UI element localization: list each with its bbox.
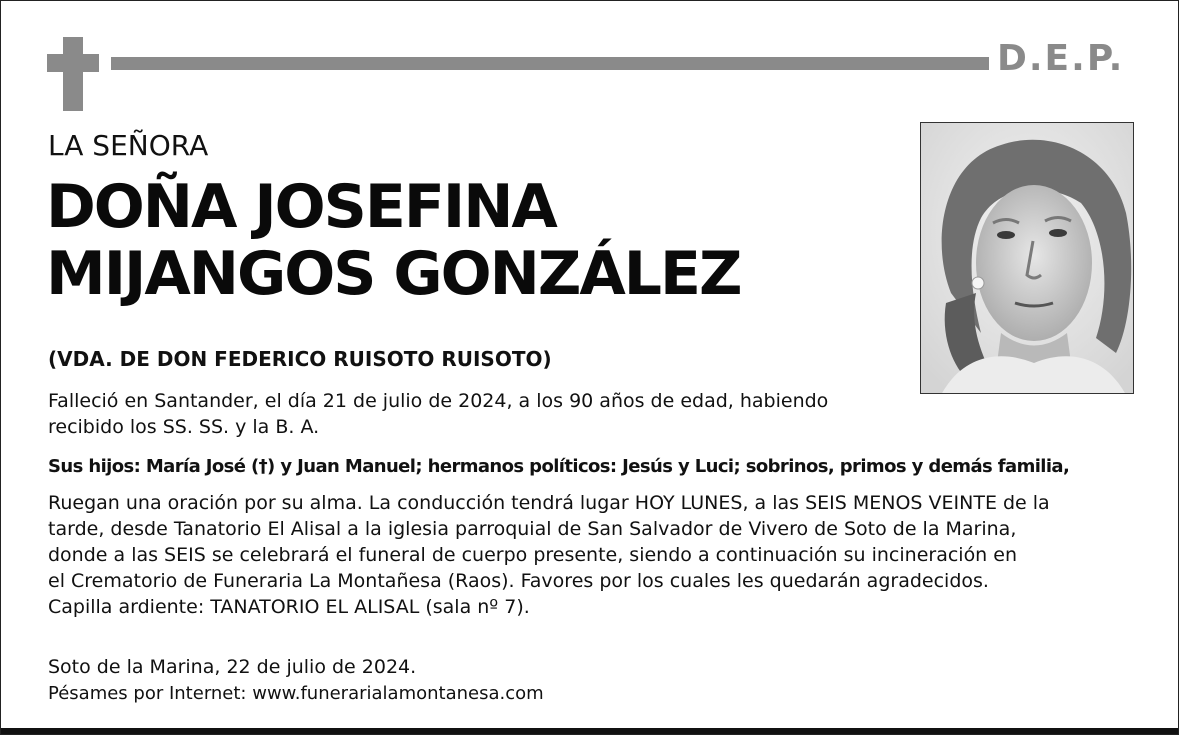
family-line: Sus hijos: María José (†) y Juan Manuel; hermanos políticos: Jesús y Luci; sobrinos, primos y demás familia, bbox=[48, 456, 1070, 477]
funeral-line: Ruegan una oración por su alma. La conducción tendrá lugar HOY LUNES, a las SEIS MENOS VEINTE de la bbox=[48, 492, 1050, 514]
name-line-2: MIJANGOS GONZÁLEZ bbox=[46, 239, 741, 309]
place-date: Soto de la Marina, 22 de julio de 2024. bbox=[48, 656, 417, 678]
bottom-border bbox=[1, 728, 1178, 734]
funeral-line: donde a las SEIS se celebrará el funeral de cuerpo presente, siendo a continuación su incineración en bbox=[48, 544, 1017, 566]
funeral-line: Capilla ardiente: TANATORIO EL ALISAL (sala nº 7). bbox=[48, 596, 530, 618]
header-rule bbox=[111, 57, 989, 70]
portrait-photo bbox=[920, 122, 1134, 394]
deceased-name bbox=[46, 174, 741, 308]
death-notice-line: Falleció en Santander, el día 21 de julio de 2024, a los 90 años de edad, habiendo bbox=[48, 390, 829, 412]
funeral-line: tarde, desde Tanatorio El Alisal a la iglesia parroquial de San Salvador de Vivero de Soto de la Marina, bbox=[48, 518, 1017, 540]
funeral-details bbox=[48, 490, 1050, 620]
dep-label: D.E.P. bbox=[997, 38, 1125, 79]
funeral-line: el Crematorio de Funeraria La Montañesa (Raos). Favores por los cuales les quedarán agradecidos. bbox=[48, 570, 989, 592]
name-line-1: DOÑA JOSEFINA bbox=[46, 172, 556, 242]
widow-of: (VDA. DE DON FEDERICO RUISOTO RUISOTO) bbox=[48, 347, 552, 371]
death-notice bbox=[48, 388, 828, 440]
intro-title: LA SEÑORA bbox=[48, 129, 209, 162]
condolences-link: Pésames por Internet: www.funerarialamontanesa.com bbox=[48, 683, 544, 704]
death-notice-line: recibido los SS. SS. y la B. A. bbox=[48, 416, 320, 438]
